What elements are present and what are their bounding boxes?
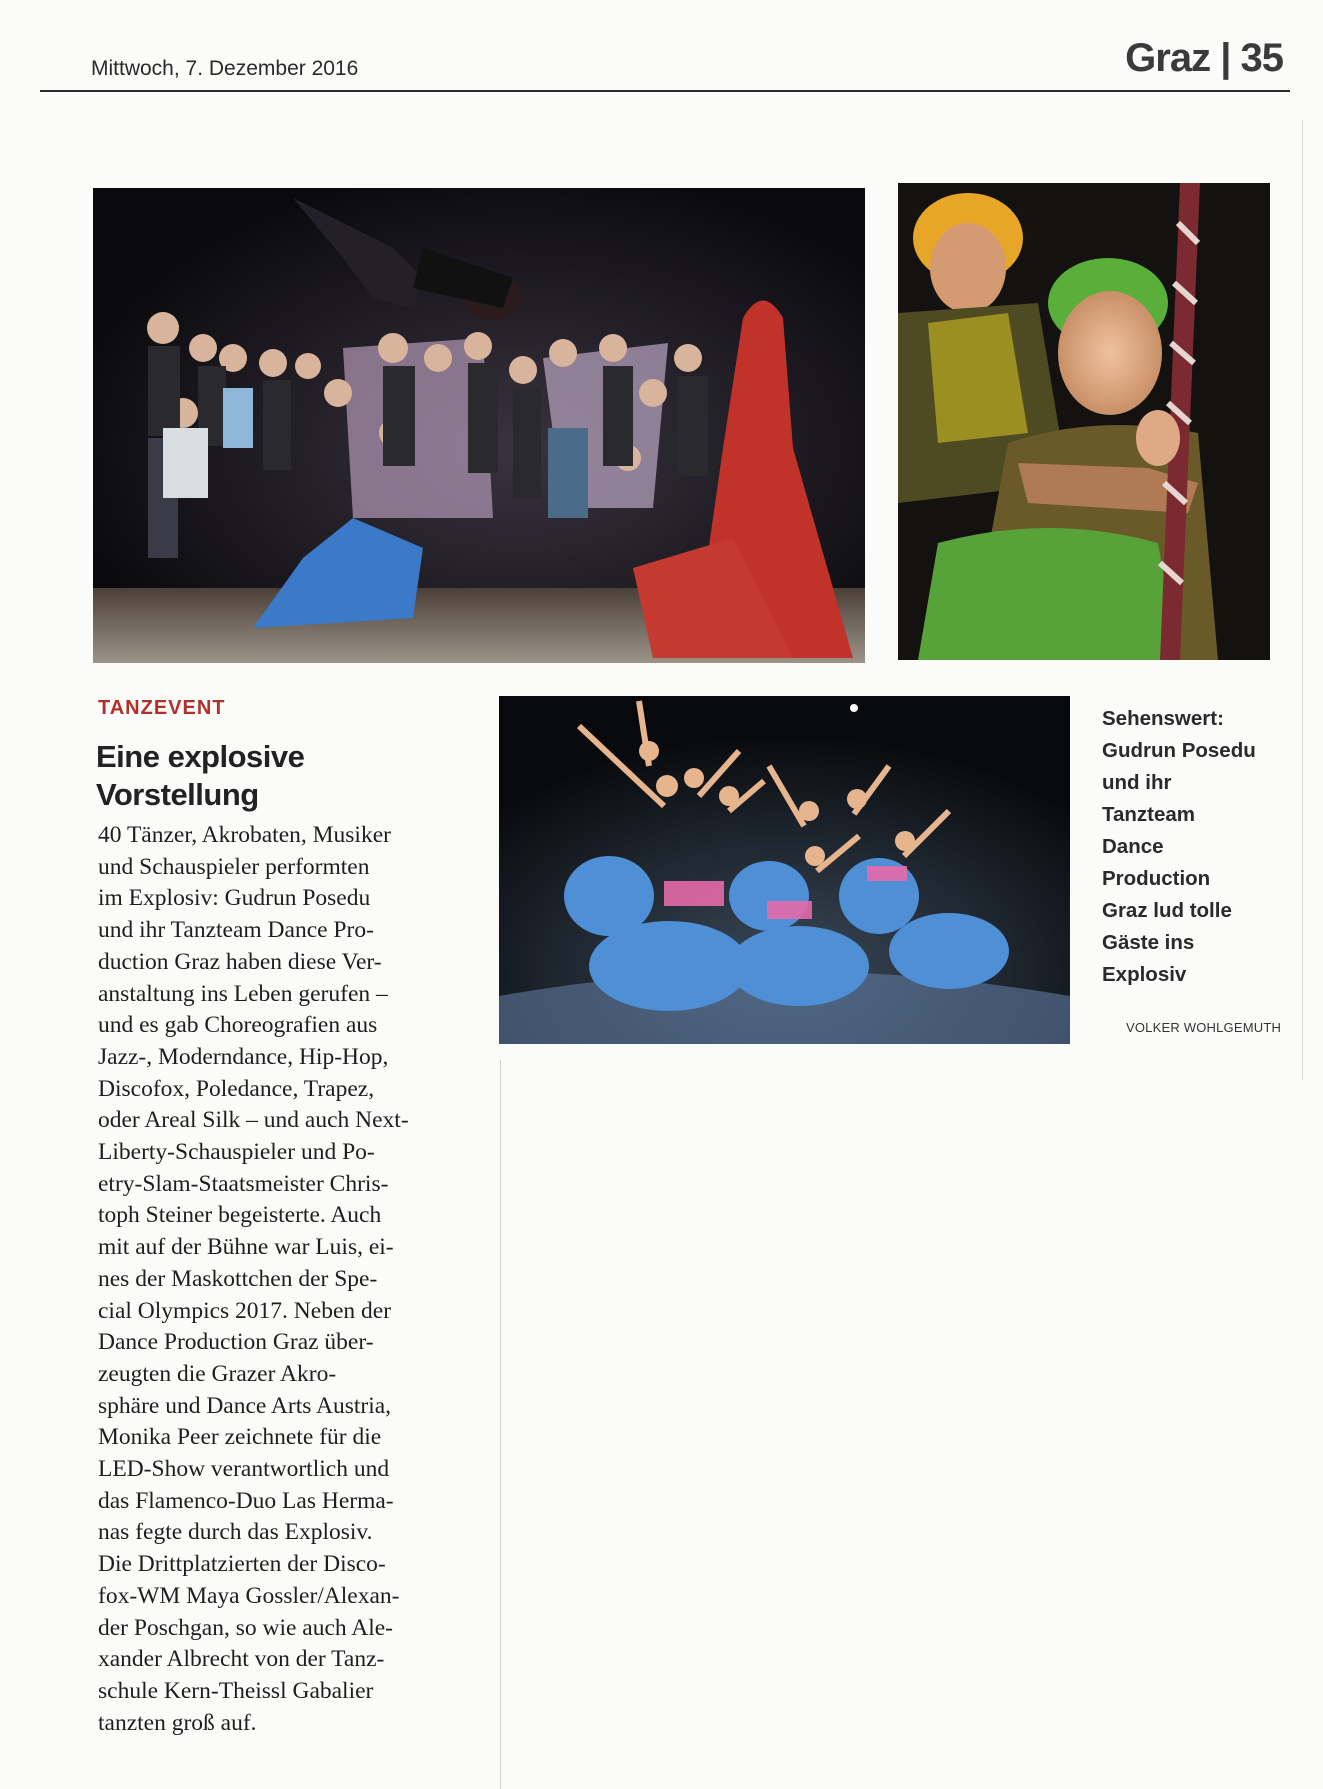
body-line: das Flamenco-Duo Las Herma- — [98, 1487, 394, 1514]
ballet-photo — [499, 696, 1070, 1044]
caption-line: Explosiv — [1102, 963, 1187, 986]
caption-line: Tanzteam — [1102, 803, 1196, 826]
caption-line: Gäste ins — [1102, 931, 1195, 954]
body-line: fox-WM Maya Gossler/Alexan- — [98, 1582, 400, 1609]
photo-credit: VOLKER WOHLGEMUTH — [1126, 1020, 1282, 1035]
headline-line: Vorstellung — [96, 777, 259, 812]
body-line: anstaltung ins Leben gerufen – — [98, 980, 388, 1007]
body-line: LED-Show verantwortlich und — [98, 1456, 390, 1483]
ballet-photo-illustration — [499, 696, 1070, 1044]
body-line: Die Drittplatzierten der Disco- — [98, 1551, 386, 1578]
headline-line: Eine explosive — [96, 739, 305, 774]
column-rule — [500, 1060, 501, 1789]
body-line: Dance Production Graz über- — [98, 1329, 374, 1356]
caption-line: Graz lud tolle — [1102, 899, 1232, 922]
caption-line: Dance — [1102, 835, 1164, 858]
body-line: Monika Peer zeichnete für die — [98, 1424, 382, 1451]
body-line: cial Olympics 2017. Neben der — [98, 1297, 392, 1324]
body-line: oder Areal Silk – und auch Next- — [98, 1107, 409, 1134]
body-line: nes der Maskottchen der Spe- — [98, 1265, 378, 1292]
right-column-rule — [1302, 120, 1303, 1080]
article-headline — [96, 738, 416, 814]
article-kicker: TANZEVENT — [98, 697, 226, 719]
body-line: und es gab Choreografien aus — [98, 1012, 378, 1039]
body-line: duction Graz haben diese Ver- — [98, 948, 382, 975]
section-page-label: Graz | 35 — [1125, 36, 1283, 80]
caption-line: Production — [1102, 867, 1211, 890]
body-line: nas fegte durch das Explosiv. — [98, 1519, 373, 1546]
body-line: sphäre und Dance Arts Austria, — [98, 1392, 392, 1419]
body-line: Discofox, Poledance, Trapez, — [98, 1075, 375, 1102]
caption-line: Gudrun Posedu — [1102, 739, 1256, 762]
portrait-photo-illustration — [898, 183, 1270, 660]
caption-line: und ihr — [1102, 771, 1172, 794]
portrait-photo — [898, 183, 1270, 660]
body-line: mit auf der Bühne war Luis, ei- — [98, 1234, 394, 1261]
body-line: toph Steiner begeisterte. Auch — [98, 1202, 382, 1229]
body-line: und ihr Tanzteam Dance Pro- — [98, 917, 374, 944]
body-line: schule Kern-Theissl Gabalier — [98, 1677, 374, 1704]
article-body — [98, 820, 466, 1739]
header-rule — [40, 90, 1290, 92]
body-line: xander Albrecht von der Tanz- — [98, 1646, 385, 1673]
group-photo-illustration — [93, 188, 865, 663]
caption-line: Sehenswert: — [1102, 707, 1224, 730]
group-photo — [93, 188, 865, 663]
body-line: Jazz-, Moderndance, Hip-Hop, — [98, 1043, 389, 1070]
body-line: im Explosiv: Gudrun Posedu — [98, 885, 371, 912]
body-line: Liberty-Schauspieler und Po- — [98, 1139, 375, 1166]
body-line: etry-Slam-Staatsmeister Chris- — [98, 1170, 389, 1197]
body-line: und Schauspieler performten — [98, 853, 370, 880]
body-line: 40 Tänzer, Akrobaten, Musiker — [98, 822, 391, 848]
body-line: der Poschgan, so wie auch Ale- — [98, 1614, 393, 1641]
photo-caption — [1102, 703, 1282, 991]
body-line: zeugten die Grazer Akro- — [98, 1360, 337, 1387]
issue-date: Mittwoch, 7. Dezember 2016 — [91, 57, 359, 80]
body-line: tanzten groß auf. — [98, 1709, 257, 1736]
